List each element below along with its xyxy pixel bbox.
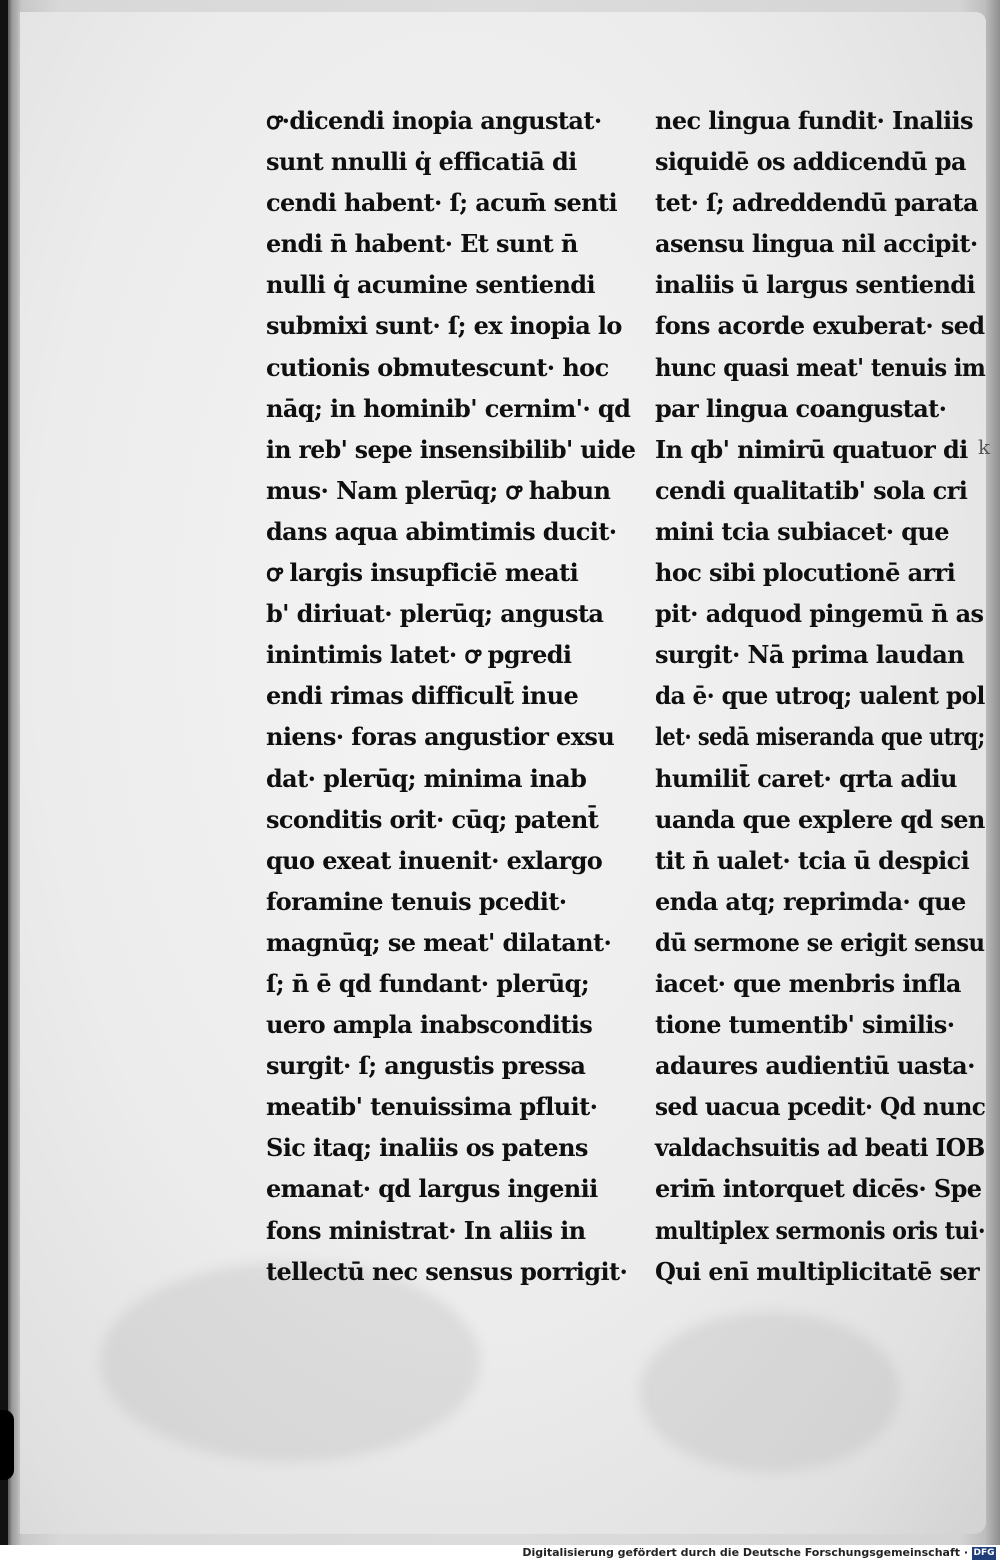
book-spine (0, 0, 8, 1545)
text-line: da ē· que utroq; ualent pol (655, 681, 985, 711)
text-line: cendi habent· ſ; acum̄ senti (266, 188, 618, 218)
text-line: cutionis obmutescunt· hoc (266, 352, 609, 382)
text-line: inaliis ū largus sentiendi (655, 270, 976, 300)
text-line: nulli q̇ acumine sentiendi (266, 270, 595, 300)
text-line: erim̄ intorquet dicēs· Spe (655, 1174, 982, 1204)
text-line: asensu lingua nil accipit· (655, 229, 978, 259)
text-line: dat· plerūq; minima inab (266, 763, 587, 793)
text-line: niens· foras angustior exsu (266, 722, 615, 752)
text-line: multiplex sermonis oris tui· (655, 1215, 986, 1245)
text-line: fons acorde exuberat· sed (655, 311, 985, 341)
text-line: mini tcia subiacet· que (655, 516, 949, 546)
text-line: ꝍ·dicendi inopia angustat· (266, 106, 602, 135)
binding-clip (0, 1410, 14, 1480)
text-line: endi rimas difficult̄ inue (266, 681, 579, 711)
text-line: adaures audientiū uasta· (655, 1051, 975, 1081)
text-line: magnūq; se meat' dilatant· (266, 927, 612, 957)
text-line: valdachsuitis ad beati IOB (655, 1133, 985, 1163)
text-line: enda atq; reprimda· que (655, 886, 966, 916)
text-line: fons ministrat· In aliis in (266, 1215, 586, 1245)
text-line: In qb' nimirū quatuor di (655, 434, 968, 464)
text-line: hoc sibi plocutionē arri (655, 558, 956, 588)
text-line: let· sedā miseranda que utrq; (655, 722, 985, 752)
text-line: iacet· que menbris infla (655, 968, 961, 998)
text-line: quo exeat inuenit· exlargo (266, 845, 603, 875)
text-line: Sic itaq; inaliis os patens (266, 1133, 588, 1163)
text-line: cendi qualitatib' sola cri (655, 475, 968, 505)
text-line: sunt nnulli q̇ efficatiā di (266, 147, 577, 177)
text-line: submixi sunt· ſ; ex inopia lo (266, 311, 622, 341)
text-line: nec lingua fundit· Inaliis (655, 106, 973, 135)
funding-credit: Digitalisierung gefördert durch die Deutsche Forschungsgemeinschaft · (522, 1546, 968, 1559)
text-line: ꝍ largis insupficiē meati (266, 558, 579, 588)
text-line: surgit· ſ; angustis pressa (266, 1051, 586, 1081)
text-line: nāq; in hominib' cernim'· qd (266, 393, 631, 423)
text-line: emanat· qd largus ingenii (266, 1174, 598, 1204)
text-line: pit· adquod pingemū n̄ as (655, 599, 984, 629)
page-stain (100, 1262, 480, 1462)
text-line: uero ampla inabsconditis (266, 1010, 593, 1040)
text-line: foramine tenuis pcedit· (266, 886, 567, 916)
text-line: ſ; n̄ ē qd fundant· plerūq; (266, 968, 589, 998)
text-line: b' diriuat· plerūq; angusta (266, 599, 604, 629)
dfg-logo: DFG (973, 1548, 995, 1558)
text-line: surgit· Nā prima laudan (655, 640, 965, 670)
text-line: in reb' sepe insensibilib' uide (266, 434, 636, 464)
text-line: meatib' tenuissima pfluit· (266, 1092, 598, 1122)
text-line: dū sermone se erigit sensu (655, 927, 985, 957)
text-line: Qui enī multiplicitatē ser (655, 1256, 980, 1286)
text-line: par lingua coangustat· (655, 393, 947, 423)
text-line: tet· ſ; adreddendū parata (655, 188, 978, 218)
text-line: humilit̄ caret· qrta adiu (655, 763, 957, 793)
page-stain (640, 1312, 900, 1472)
text-line: siquidē os addicendū pa (655, 147, 966, 177)
text-line: mus· Nam plerūq; ꝍ habun (266, 475, 611, 505)
text-line: hunc quasi meat' tenuis im (655, 352, 986, 382)
text-line: sed uacua pcedit· Qd nunc (655, 1092, 986, 1122)
text-line: uanda que explere qd sen (655, 804, 985, 834)
text-line: tione tumentib' similis· (655, 1010, 955, 1040)
margin-note: k (978, 435, 991, 459)
text-line: sconditis orit· cūq; patent̄ (266, 804, 599, 834)
text-line: tit n̄ ualet· tcia ū despici (655, 845, 970, 875)
text-line: endi n̄ habent· Et sunt n̄ (266, 229, 578, 259)
text-line: inintimis latet· ꝍ pgredi (266, 640, 572, 670)
right-text-column (655, 100, 985, 1292)
text-line: tellectū nec sensus porrigit· (266, 1256, 628, 1286)
left-text-column (266, 100, 636, 1292)
text-line: dans aqua abimtimis ducit· (266, 516, 617, 546)
